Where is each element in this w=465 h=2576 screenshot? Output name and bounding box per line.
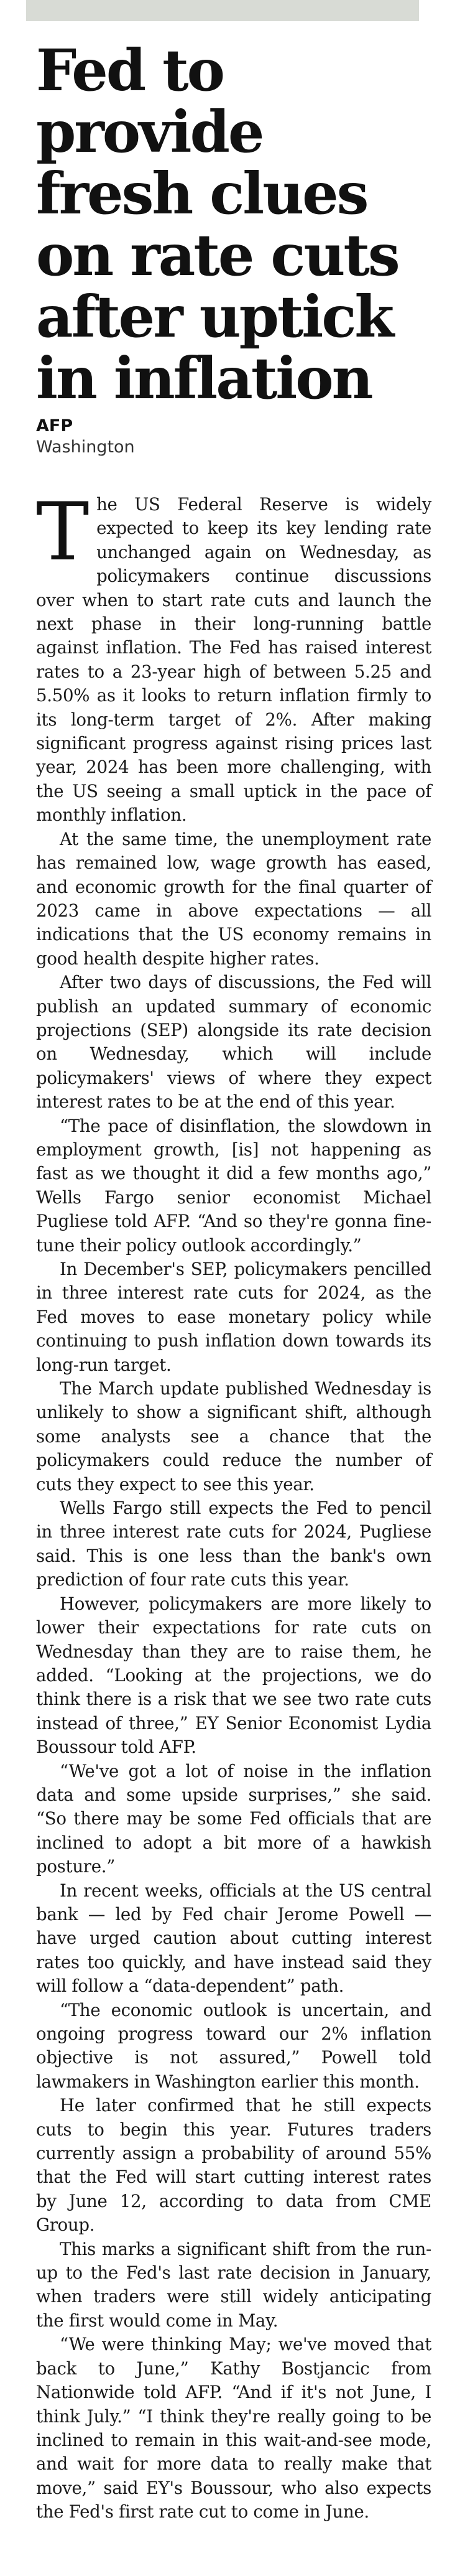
paragraph (36, 486, 431, 828)
paragraph: He later confirmed that he still expects cuts to begin this year. Futures traders currently assign a probability of around 55% that the Fed will start cutting interest rates by June 12, according to data from CME Group. (36, 2095, 431, 2236)
paragraph: In December's SEP, policymakers pencilled in three interest rate cuts for 2024, as the Fed moves to ease monetary policy while continuing to push inflation down towards its long-run target. (36, 1259, 431, 1375)
paragraph: At the same time, the unemployment rate has remained low, wage growth has eased, and economic growth for the final quarter of 2023 came in above expectations — all indications that the US economy remains in good health despite higher rates. (36, 828, 431, 969)
top-decorative-bar (26, 0, 419, 21)
paragraph: “The economic outlook is uncertain, and ongoing progress toward our 2% inflation objective is not assured,” Powell told lawmakers in Washington earlier this month. (36, 1999, 431, 2092)
headline: Fed to provide fresh clues on rate cuts after uptick in inflation (36, 37, 398, 412)
paragraph: “We were thinking May; we've moved that back to June,” Kathy Bostjancic from Nationwide told AFP. “And if it's not June, I think July.” “I think they're really going to be inclined to remain in this wait-and-see mode, and wait for more data to really make that move,” said EY's Boussour, who also expects the Fed's first rate cut to come in June. (36, 2334, 431, 2522)
article-body (36, 486, 431, 2524)
paragraph: The March update published Wednesday is unlikely to show a significant shift, although some analysts see a chance that the policymakers could reduce the number of cuts they expect to see this year. (36, 1378, 431, 1495)
drop-cap: T (36, 486, 90, 579)
paragraph: “The pace of disinflation, the slowdown in employment growth, [is] not happening as fast as we thought it did a few months ago,” Wells Fargo senior economist Michael Pugliese told AFP. “And so they're gonna fine-tune their policy outlook accordingly.” (36, 1115, 431, 1256)
byline-agency: AFP (36, 416, 73, 436)
paragraph: This marks a significant shift from the run-up to the Fed's last rate decision in January, when traders were still widely anticipating the first would come in May. (36, 2238, 431, 2331)
paragraph: In recent weeks, officials at the US central bank — led by Fed chair Jerome Powell — have urged caution about cutting interest rates too quickly, and have instead said they will follow a “data-dependent” path. (36, 1880, 431, 1997)
paragraph-text: he US Federal Reserve is widely expected to keep its key lending rate unchanged again on Wednesday, as policymakers continue discussions over when to start rate cuts and launch the next phase in their long-running battle against inflation. The Fed has raised interest rates to a 23-year high of between 5.25 and 5.50% as it looks to return inflation firmly to its long-term target of 2%. After making significant progress against rising prices last year, 2024 has been more challenging, with the US seeing a small uptick in the pace of monthly inflation. (36, 494, 431, 826)
byline-location: Washington (36, 437, 135, 457)
paragraph: Wells Fargo still expects the Fed to pencil in three interest rate cuts for 2024, Pugliese said. This is one less than the bank's own prediction of four rate cuts this year. (36, 1498, 431, 1590)
byline (36, 416, 135, 458)
paragraph: However, policymakers are more likely to lower their expectations for rate cuts on Wednesday than they are to raise them, he added. “Looking at the projections, we do think there is a risk that we see two rate cuts instead of three,” EY Senior Economist Lydia Boussour told AFP. (36, 1593, 431, 1758)
paragraph: “We've got a lot of noise in the inflation data and some upside surprises,” she said. “So there may be some Fed officials that are inclined to adopt a bit more of a hawkish posture.” (36, 1760, 431, 1877)
paragraph: After two days of discussions, the Fed will publish an updated summary of economic projections (SEP) alongside its rate decision on Wednesday, which will include policymakers' views of where they expect interest rates to be at the end of this year. (36, 972, 431, 1113)
